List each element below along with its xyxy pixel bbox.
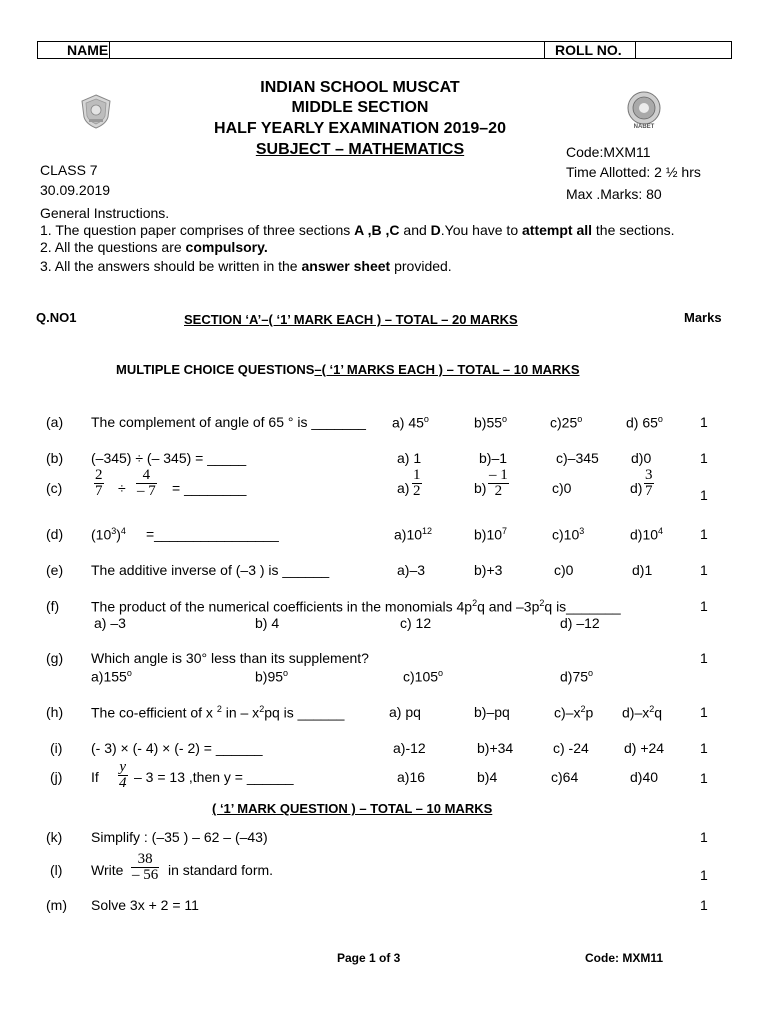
option-a: a)–3 — [397, 562, 426, 578]
q-label: (m) — [46, 897, 67, 913]
q-mark: 1 — [700, 770, 708, 786]
fraction: $\frac{- 1}{2}$ — [489, 467, 508, 499]
q-label: (a) — [46, 414, 64, 430]
q-label: (e) — [46, 562, 64, 578]
option-b: $b)10^7$ — [474, 526, 508, 543]
option-b: b)+34 — [477, 740, 514, 756]
q-blank: =________________ — [146, 526, 279, 542]
option-a: a) –3 — [94, 615, 126, 631]
divide-sign: ÷ — [118, 480, 126, 496]
option-c: c) 12 — [400, 615, 432, 631]
q-label: (i) — [50, 740, 63, 756]
option-a: a)155$^o$ — [91, 668, 132, 685]
q-mark: 1 — [700, 487, 708, 503]
exam-date: 30.09.2019 — [40, 182, 111, 198]
fraction: $\frac{y}{4}$ — [119, 759, 127, 791]
section-name: MIDDLE SECTION — [291, 99, 429, 116]
option-d: d) +24 — [624, 740, 665, 756]
option-b: b)+3 — [474, 562, 503, 578]
max-marks: Max .Marks: 80 — [566, 186, 662, 202]
nabet-caption: NABET — [633, 124, 655, 130]
fraction: $\frac{38}{- 56}$ — [132, 851, 159, 883]
roll-label: ROLL NO. — [555, 42, 622, 58]
q-text: – 3 = 13 ,then y = ______ — [134, 769, 294, 785]
fraction: $\frac{2}{7}$ — [95, 467, 103, 499]
q-text: Simplify : (–35 ) – 62 – (–43) — [91, 829, 268, 845]
school-crest-logo — [78, 93, 114, 129]
q-blank: = ________ — [172, 480, 247, 496]
q-label: (k) — [46, 829, 63, 845]
q-label: (l) — [50, 862, 63, 878]
option-d: d)0 — [631, 450, 652, 466]
q-mark: 1 — [700, 598, 708, 614]
option-d: d)75$^o$ — [560, 668, 594, 685]
option-b: b) 4 — [255, 615, 280, 631]
marks-header: Marks — [684, 310, 722, 325]
option-d: d) — [630, 480, 643, 496]
option-d: $d)-x^2q$ — [622, 704, 663, 721]
option-a: a) 45$^o$ — [392, 414, 429, 431]
option-b: b)–1 — [479, 450, 508, 466]
q-label: (d) — [46, 526, 64, 542]
q-label: (j) — [50, 769, 63, 785]
q-text: Write — [91, 862, 124, 878]
footer-code: Code: MXM11 — [585, 951, 664, 965]
divider — [544, 42, 545, 58]
q-text: Solve 3x + 2 = 11 — [91, 897, 199, 913]
name-label: NAME — [67, 42, 109, 58]
option-c: c) -24 — [553, 740, 589, 756]
option-c: c)0 — [552, 480, 572, 496]
subject-title: SUBJECT – MATHEMATICS — [255, 141, 465, 158]
instruction-1: 1. The question paper comprises of three sections A ,B ,C and D.You have to attempt all the sections. — [40, 222, 675, 238]
instructions-heading: General Instructions. — [40, 205, 170, 221]
one-mark-title: ( ‘1’ MARK QUESTION ) – TOTAL – 10 MARKS — [212, 801, 493, 816]
q-mark: 1 — [700, 704, 708, 720]
fraction: $\frac{4}{- 7}$ — [137, 467, 156, 499]
q-label: (h) — [46, 704, 64, 720]
question-number: Q.NO1 — [36, 310, 77, 325]
option-b: b) — [474, 480, 487, 496]
option-b: b)4 — [477, 769, 498, 785]
page-number: Page 1 of 3 — [337, 951, 401, 965]
mcq-title: MULTIPLE CHOICE QUESTIONS–( ‘1’ MARKS EACH ) – TOTAL – 10 MARKS — [116, 362, 580, 377]
option-d: d) –12 — [560, 615, 600, 631]
q-text-2: in standard form. — [168, 862, 274, 878]
option-d: d)40 — [630, 769, 659, 785]
option-b: b)–pq — [474, 704, 510, 720]
q-mark: 1 — [700, 740, 708, 756]
exam-name: HALF YEARLY EXAMINATION 2019–20 — [214, 120, 506, 137]
section-a-title: SECTION ‘A’–( ‘1’ MARK EACH ) – TOTAL – 20 MARKS — [184, 312, 518, 327]
divider — [109, 42, 110, 58]
question-c — [0, 468, 768, 512]
q-label: (b) — [46, 450, 64, 466]
option-c: c)64 — [551, 769, 579, 785]
option-c: c)0 — [554, 562, 574, 578]
option-a: a) — [397, 480, 410, 496]
q-mark: 1 — [700, 650, 708, 666]
option-b: b)55$^o$ — [474, 414, 508, 431]
divider — [635, 42, 636, 58]
q-mark: 1 — [700, 829, 708, 845]
option-a: a) pq — [389, 704, 421, 720]
instruction-3: 3. All the answers should be written in the answer sheet provided. — [40, 258, 452, 274]
option-a: a) 1 — [397, 450, 422, 466]
option-c: c)105$^o$ — [403, 668, 444, 685]
q-text: (- 3) × (- 4) × (- 2) = ______ — [91, 740, 263, 756]
q-text: Which angle is 30° less than its supplement? — [91, 650, 369, 666]
q-label: (f) — [46, 598, 60, 614]
q-text: The complement of angle of 65 ° is _______ — [91, 414, 366, 430]
option-c: $c)-x^2p$ — [554, 704, 594, 721]
time-allotted: Time Allotted: 2 ½ hrs — [566, 164, 701, 180]
instruction-2: 2. All the questions are compulsory. — [40, 239, 268, 255]
option-a: a)16 — [397, 769, 426, 785]
option-d: $d)10^4$ — [630, 526, 664, 543]
q-mark: 1 — [700, 450, 708, 466]
class-info: CLASS 7 — [40, 162, 98, 178]
option-a: $a)10^{12}$ — [394, 526, 433, 543]
q-text: $(10^3)^4$ — [91, 526, 126, 543]
if-word: If — [91, 769, 99, 785]
option-c: $c)10^3$ — [552, 526, 585, 543]
option-a: a)-12 — [393, 740, 426, 756]
q-mark: 1 — [700, 526, 708, 542]
q-mark: 1 — [700, 897, 708, 913]
name-roll-table — [37, 41, 732, 59]
q-text: The additive inverse of (–3 ) is ______ — [91, 562, 330, 578]
fraction: $\frac{1}{2}$ — [413, 467, 421, 499]
option-b: b)95$^o$ — [255, 668, 289, 685]
school-name: INDIAN SCHOOL MUSCAT — [260, 79, 460, 96]
question-j — [0, 760, 768, 796]
q-label: (c) — [46, 480, 63, 496]
option-d: d)1 — [632, 562, 653, 578]
question-l — [0, 852, 768, 892]
nabet-logo — [624, 90, 664, 134]
q-mark: 1 — [700, 414, 708, 430]
paper-code: Code:MXM11 — [566, 144, 651, 160]
q-mark: 1 — [700, 562, 708, 578]
q-mark: 1 — [700, 867, 708, 883]
fraction: $\frac{3}{7}$ — [645, 467, 653, 499]
option-c: c)–345 — [556, 450, 599, 466]
q-text: The product of the numerical coefficients in the monomials $4p^2q$ and $-3p^2q$ is_______ — [91, 598, 621, 615]
option-c: c)25$^o$ — [550, 414, 583, 431]
q-label: (g) — [46, 650, 64, 666]
option-d: d) 65$^o$ — [626, 414, 663, 431]
q-text: (–345) ÷ (– 345) = _____ — [91, 450, 247, 466]
q-text: The co-efficient of x $^2$ in – $x^2pq$ is ______ — [91, 704, 345, 721]
